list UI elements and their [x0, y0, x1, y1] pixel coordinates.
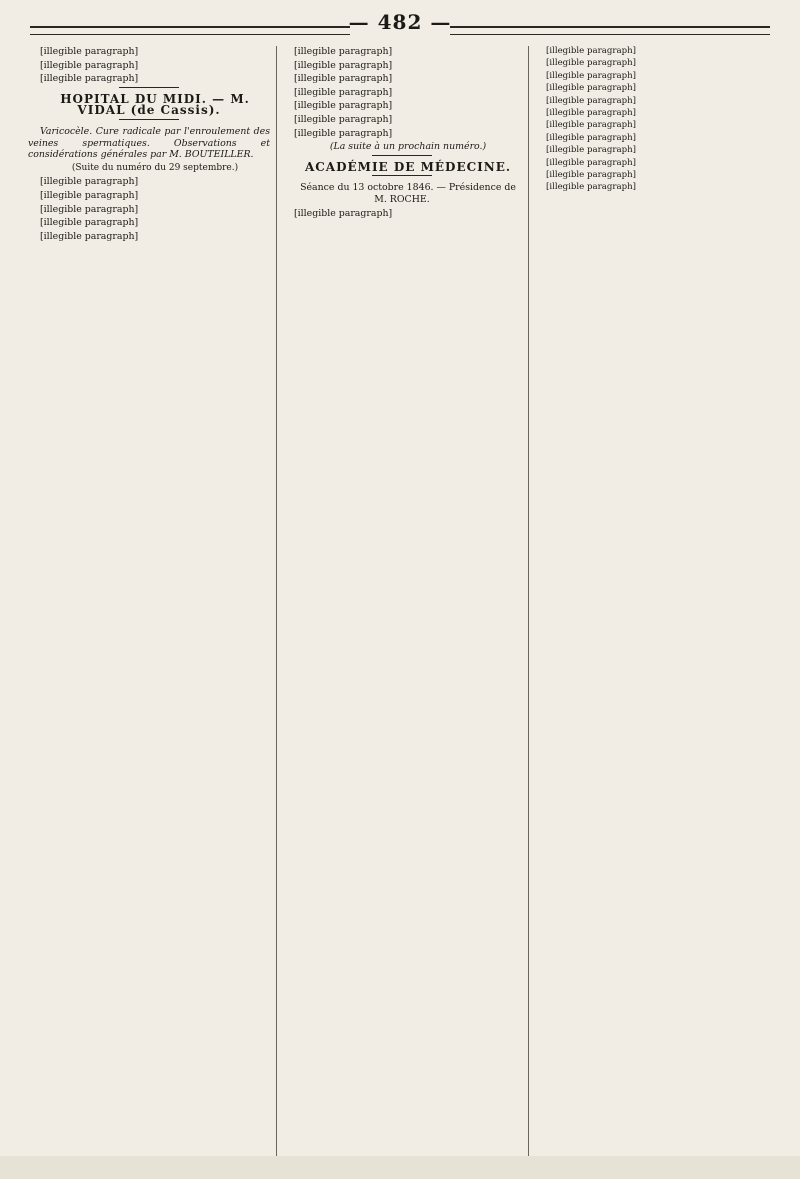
article-paragraph: [illegible paragraph]: [40, 230, 139, 242]
article-paragraph: [illegible paragraph]: [546, 145, 636, 156]
column-right: [534, 46, 774, 1156]
section-divider: [119, 87, 179, 88]
article-paragraph: [illegible paragraph]: [546, 95, 636, 106]
article-paragraph: [illegible paragraph]: [294, 73, 393, 85]
section-title-hopital: HOPITAL DU MIDI. — M. VIDAL (de Cassis).: [60, 91, 250, 118]
article-paragraph: [illegible paragraph]: [294, 86, 393, 98]
article-paragraph: [illegible paragraph]: [40, 203, 139, 215]
article-paragraph: [illegible paragraph]: [40, 46, 139, 57]
article-paragraph: [illegible paragraph]: [546, 46, 636, 56]
article-paragraph: [illegible paragraph]: [546, 132, 636, 143]
article-paragraph: [illegible paragraph]: [40, 176, 139, 188]
column-divider: [528, 46, 529, 1156]
page-number: — 482 —: [348, 10, 452, 34]
section-subtitle: Varicocèle. Cure radicale par l'enroulement des veines spermatiques. Observations et considérations générales par M. BOUTEILLER.: [28, 125, 270, 161]
article-paragraph: [illegible paragraph]: [294, 207, 393, 219]
session-line: Séance du 13 octobre 1846. — Présidence de M. ROCHE.: [300, 182, 516, 205]
column-middle: [282, 46, 522, 1156]
article-paragraph: [illegible paragraph]: [546, 157, 636, 168]
to-be-continued-note: (La suite à un prochain numéro.): [329, 141, 487, 153]
page-bottom-margin: [0, 1156, 800, 1179]
article-paragraph: [illegible paragraph]: [546, 108, 636, 119]
article-paragraph: [illegible paragraph]: [546, 182, 636, 193]
article-paragraph: [illegible paragraph]: [40, 73, 139, 85]
article-paragraph: [illegible paragraph]: [40, 189, 139, 201]
article-paragraph: [illegible paragraph]: [294, 46, 393, 57]
article-paragraph: [illegible paragraph]: [546, 70, 636, 81]
article-paragraph: [illegible paragraph]: [40, 217, 139, 229]
article-paragraph: [illegible paragraph]: [294, 113, 393, 125]
page-header: [0, 0, 800, 46]
article-paragraph: [illegible paragraph]: [546, 170, 636, 181]
article-paragraph: [illegible paragraph]: [294, 100, 393, 112]
section-title-academie: ACADÉMIE DE MÉDECINE.: [304, 159, 512, 174]
header-rule-right: [450, 26, 770, 35]
column-divider: [276, 46, 277, 1156]
article-paragraph: [illegible paragraph]: [294, 127, 393, 139]
article-paragraph: [illegible paragraph]: [546, 83, 636, 94]
article-paragraph: [illegible paragraph]: [40, 59, 139, 71]
section-divider: [372, 175, 432, 176]
continued-note: (Suite du numéro du 29 septembre.): [71, 162, 239, 173]
article-paragraph: [illegible paragraph]: [546, 58, 636, 69]
article-paragraph: [illegible paragraph]: [546, 120, 636, 131]
section-divider: [119, 119, 179, 120]
section-divider: [372, 155, 432, 156]
article-paragraph: [illegible paragraph]: [294, 59, 393, 71]
column-left: [28, 46, 270, 1156]
